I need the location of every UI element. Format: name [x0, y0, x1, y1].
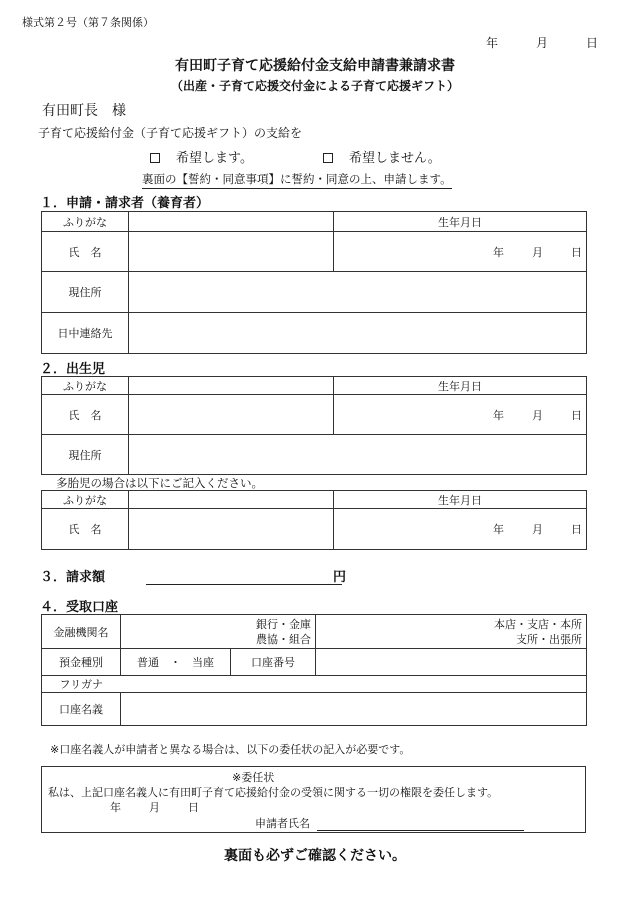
account-type-label: 預金種別 [42, 649, 121, 676]
child-name-label: 氏 名 [42, 395, 129, 435]
year-label: 年 [493, 245, 504, 259]
section3-heading: ３．請求額 [40, 570, 106, 585]
day-label: 日 [571, 523, 582, 536]
option-yes-label: 希望します。 [176, 151, 253, 166]
day-label: 日 [571, 245, 582, 259]
applicant-signature-field[interactable] [317, 830, 524, 831]
child-birth-label: 生年月日 [334, 377, 587, 395]
footer-note: 裏面も必ずご確認ください。 [224, 848, 406, 864]
account-type-options[interactable]: 普通 ・ 当座 [121, 649, 231, 676]
option-row [150, 147, 441, 166]
year-label: 年 [110, 801, 121, 814]
multi-birthdate-field[interactable] [334, 509, 587, 550]
month-label: 月 [536, 36, 549, 50]
form-number: 様式第２号（第７条関係） [22, 16, 154, 29]
proxy-date [110, 799, 199, 815]
kana-field[interactable] [121, 676, 587, 693]
page-subtitle: （出産・子育て応援交付金による子育て応援ギフト） [170, 79, 459, 93]
month-label: 月 [532, 523, 543, 536]
year-label: 年 [493, 523, 504, 536]
day-label: 日 [188, 801, 199, 814]
child-address-field[interactable] [129, 435, 587, 475]
branch-field[interactable] [316, 615, 587, 649]
yen-label: 円 [333, 570, 347, 585]
applicant-contact-field[interactable] [129, 313, 587, 354]
applicant-furigana-field[interactable] [129, 212, 334, 232]
child-birthdate-field[interactable] [334, 395, 587, 435]
holder-field[interactable] [121, 693, 587, 726]
branch-type-2: 支所・出張所 [516, 632, 582, 646]
applicant-signature-label: 申請者氏名 [255, 817, 310, 830]
account-table [41, 614, 587, 726]
hope-checkbox[interactable] [150, 153, 160, 163]
proxy-title: ※委任状 [232, 771, 275, 784]
month-label: 月 [149, 801, 160, 814]
account-number-label: 口座番号 [231, 649, 316, 676]
date-header [486, 34, 598, 51]
branch-type-1: 本店・支店・本所 [494, 617, 582, 631]
multi-name-field[interactable] [129, 509, 334, 550]
day-label: 日 [571, 408, 582, 422]
multi-name-label: 氏 名 [42, 509, 129, 550]
kana-label: フリガナ [42, 676, 121, 693]
proxy-text: 私は、上記口座名義人に有田町子育て応援給付金の受領に関する一切の権限を委任します。 [48, 786, 499, 799]
year-label: 年 [486, 36, 499, 50]
bank-name-field[interactable] [121, 615, 316, 649]
decline-checkbox[interactable] [323, 153, 333, 163]
child-table [41, 376, 587, 475]
applicant-name-field[interactable] [129, 232, 334, 272]
month-label: 月 [532, 245, 543, 259]
pledge-text: 裏面の【誓約・同意事項】に誓約・同意の上、申請します。 [142, 171, 452, 189]
section4-heading: ４．受取口座 [40, 600, 119, 615]
section2-heading: ２．出生児 [40, 362, 106, 377]
section1-heading: １．申請・請求者（養育者） [40, 196, 210, 211]
child-furigana-field[interactable] [129, 377, 334, 395]
applicant-table [41, 211, 587, 354]
applicant-furigana-label: ふりがな [42, 212, 129, 232]
month-label: 月 [532, 408, 543, 422]
applicant-birth-label: 生年月日 [334, 212, 587, 232]
holder-label: 口座名義 [42, 693, 121, 726]
bank-name-label: 金融機関名 [42, 615, 121, 649]
bank-type-1: 銀行・金庫 [256, 617, 311, 631]
child-furigana-label: ふりがな [42, 377, 129, 395]
claim-amount-field[interactable] [146, 584, 342, 585]
multi-birth-label: 生年月日 [334, 491, 587, 509]
applicant-address-label: 現住所 [42, 272, 129, 313]
multi-furigana-field[interactable] [129, 491, 334, 509]
applicant-contact-label: 日中連絡先 [42, 313, 129, 354]
multi-furigana-label: ふりがな [42, 491, 129, 509]
applicant-address-field[interactable] [129, 272, 587, 313]
multiple-child-table [41, 490, 587, 550]
multiple-birth-note: 多胎児の場合は以下にご記入ください。 [56, 476, 263, 490]
option-no-label: 希望しません。 [348, 151, 441, 166]
day-label: 日 [586, 36, 599, 50]
proxy-box [41, 766, 586, 833]
year-label: 年 [493, 408, 504, 422]
applicant-name-label: 氏 名 [42, 232, 129, 272]
child-address-label: 現住所 [42, 435, 129, 475]
applicant-birthdate-field[interactable] [334, 232, 587, 272]
page-title: 有田町子育て応援給付金支給申請書兼請求書 [175, 58, 455, 74]
account-number-field[interactable] [316, 649, 587, 676]
child-name-field[interactable] [129, 395, 334, 435]
intro-text: 子育て応援給付金（子育て応援ギフト）の支給を [38, 126, 303, 140]
proxy-note: ※口座名義人が申請者と異なる場合は、以下の委任状の記入が必要です。 [50, 743, 411, 756]
bank-type-2: 農協・組合 [256, 632, 311, 646]
addressee: 有田町長 様 [42, 103, 126, 119]
